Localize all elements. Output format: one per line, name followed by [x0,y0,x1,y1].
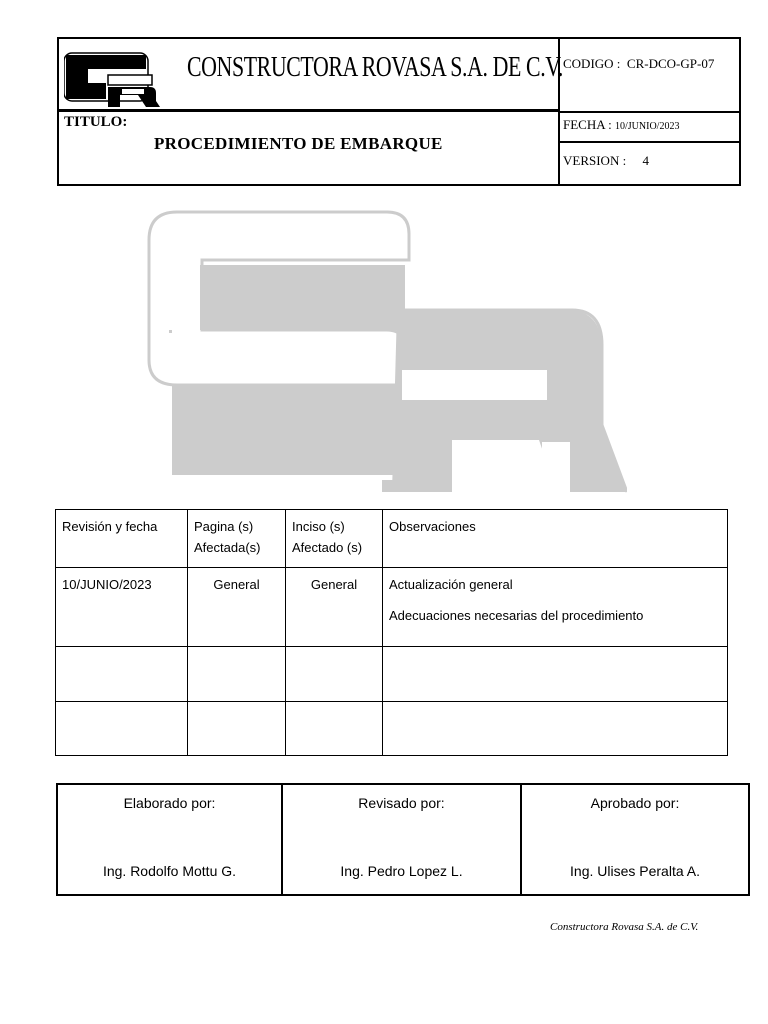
titulo-label: TITULO: [64,114,128,130]
header-paginas-line2: Afectada(s) [194,540,261,555]
fecha-value: 10/JUNIO/2023 [615,121,680,132]
revisado-cell [282,784,521,895]
cell-inciso: General [286,568,383,647]
fecha-label: FECHA : [563,117,612,132]
title-cell [57,111,558,186]
table-row-empty [56,647,728,702]
revisado-name: Ing. Pedro Lopez L. [340,863,463,879]
elaborado-label: Elaborado por: [123,795,216,811]
version-value: 4 [642,153,649,168]
fecha-cell [560,113,739,143]
header-revision-fecha: Revisión y fecha [56,510,188,568]
elaborado-name: Ing. Rodolfo Mottu G. [102,863,237,879]
document-meta [558,37,741,186]
company-name: CONSTRUCTORA ROVASA S.A. DE C.V. [187,52,563,83]
empty-cell [286,702,383,756]
empty-cell [188,702,286,756]
company-header-cell [57,37,563,111]
empty-cell [383,702,728,756]
empty-cell [56,702,188,756]
obs-line-2: Adecuaciones necesarias del procedimiento [389,608,644,623]
codigo-label: CODIGO : [563,56,621,71]
elaborado-cell [57,784,282,895]
empty-cell [383,647,728,702]
company-logo [64,49,160,107]
codigo-cell [560,39,739,113]
document-title: PROCEDIMIENTO DE EMBARQUE [154,134,443,153]
obs-line-1: Actualización general [389,577,513,592]
empty-cell [188,647,286,702]
cell-fecha: 10/JUNIO/2023 [56,568,188,647]
codigo-value: CR-DCO-GP-07 [626,56,715,71]
version-label: VERSION : [563,153,627,168]
footer-company: Constructora Rovasa S.A. de C.V. [550,921,699,933]
document-header [57,37,741,186]
header-observaciones: Observaciones [383,510,728,568]
header-inciso-line2: Afectado (s) [292,540,363,555]
header-paginas-line1: Pagina (s) [194,519,254,534]
cell-observaciones [383,568,728,647]
signature-table [56,783,750,896]
cell-paginas: General [188,568,286,647]
revisado-label: Revisado por: [358,795,445,811]
aprobado-name: Ing. Ulises Peralta A. [570,863,700,879]
watermark-logo [147,210,627,495]
table-row [56,568,728,647]
version-cell [560,143,739,184]
revision-table [55,509,728,756]
table-row-empty [56,702,728,756]
header-inciso-line1: Inciso (s) [292,519,345,534]
empty-cell [56,647,188,702]
table-header-row [56,510,728,568]
aprobado-label: Aprobado por: [590,795,680,811]
aprobado-cell [521,784,749,895]
empty-cell [286,647,383,702]
header-paginas [188,510,286,568]
header-inciso [286,510,383,568]
